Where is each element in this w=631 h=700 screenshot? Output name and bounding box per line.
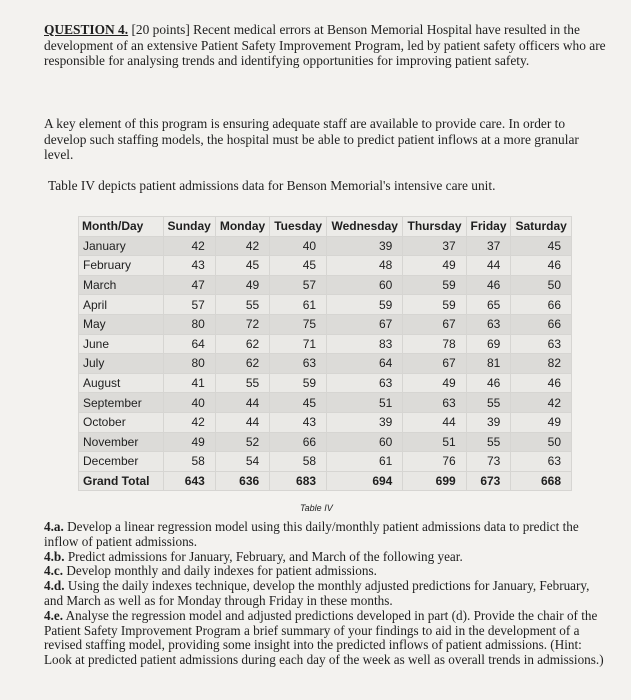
table-body (79, 236, 572, 491)
table-cell: 37 (403, 236, 466, 256)
table-cell: 46 (511, 373, 572, 393)
task-label: 4.c. (44, 563, 64, 579)
table-cell: 62 (215, 334, 269, 354)
table-cell: 83 (327, 334, 403, 354)
table-cell: 57 (163, 295, 215, 315)
table-cell: 57 (270, 275, 327, 295)
table-caption: Table IV (300, 503, 333, 513)
table-cell: 45 (215, 256, 269, 276)
row-label: June (79, 334, 164, 354)
table-cell: 50 (511, 432, 572, 452)
table-cell: 59 (403, 275, 466, 295)
question-label: QUESTION 4. (44, 22, 129, 37)
table-cell: 47 (163, 275, 215, 295)
table-cell: 45 (270, 393, 327, 413)
table-cell: 45 (270, 256, 327, 276)
table-cell: 40 (163, 393, 215, 413)
row-label: January (79, 236, 164, 256)
table-cell: 46 (466, 275, 511, 295)
table-cell: 44 (466, 256, 511, 276)
table-cell: 67 (403, 314, 466, 334)
column-header: Wednesday (327, 217, 403, 237)
admissions-table (78, 216, 572, 491)
table-cell: 67 (403, 354, 466, 374)
total-cell: 643 (163, 471, 215, 491)
table-cell: 63 (327, 373, 403, 393)
table-row (79, 452, 572, 472)
column-header: Saturday (511, 217, 572, 237)
table-row (79, 256, 572, 276)
row-label: August (79, 373, 164, 393)
task-item (44, 579, 610, 609)
table-cell: 69 (466, 334, 511, 354)
task-list (44, 520, 610, 668)
table-cell: 55 (215, 295, 269, 315)
total-label: Grand Total (79, 471, 164, 491)
table-cell: 66 (270, 432, 327, 452)
column-header: Tuesday (270, 217, 327, 237)
task-item (44, 520, 610, 550)
table-cell: 37 (466, 236, 511, 256)
table-cell: 62 (215, 354, 269, 374)
table-cell: 40 (270, 236, 327, 256)
column-header: Sunday (163, 217, 215, 237)
table-cell: 73 (466, 452, 511, 472)
table-cell: 49 (511, 412, 572, 432)
table-cell: 67 (327, 314, 403, 334)
table-cell: 75 (270, 314, 327, 334)
row-label: October (79, 412, 164, 432)
table-cell: 55 (466, 432, 511, 452)
table-cell: 65 (466, 295, 511, 315)
table-row (79, 334, 572, 354)
table-cell: 49 (215, 275, 269, 295)
table-cell: 66 (511, 295, 572, 315)
table-cell: 59 (403, 295, 466, 315)
task-text: Predict admissions for January, February, and March of the following year. (64, 548, 463, 564)
table-cell: 58 (270, 452, 327, 472)
table-cell: 58 (163, 452, 215, 472)
table-cell: 63 (403, 393, 466, 413)
table-cell: 39 (466, 412, 511, 432)
task-label: 4.d. (44, 578, 65, 594)
table-cell: 42 (511, 393, 572, 413)
table-cell: 50 (511, 275, 572, 295)
table-cell: 80 (163, 314, 215, 334)
task-text: Analyse the regression model and adjusted predictions developed in part (d). Provide the chair of the Patient Safety Improvement Program a brief summary of your findings to aid in the development of a revised staffing model, providing some insight into the predicted inflows of patient admissions. (Hint: Look at predicted patient admissions during each day of the week as well as overall trends in admissions.) (44, 607, 604, 668)
total-cell: 694 (327, 471, 403, 491)
table-cell: 63 (466, 314, 511, 334)
admissions-table-wrapper (78, 216, 572, 491)
table-header-row (79, 217, 572, 237)
table-cell: 42 (163, 236, 215, 256)
table-cell: 59 (327, 295, 403, 315)
table-cell: 49 (163, 432, 215, 452)
table-cell: 76 (403, 452, 466, 472)
table-cell: 64 (163, 334, 215, 354)
table-cell: 49 (403, 373, 466, 393)
table-cell: 54 (215, 452, 269, 472)
total-cell: 636 (215, 471, 269, 491)
table-cell: 71 (270, 334, 327, 354)
row-label: April (79, 295, 164, 315)
row-label: May (79, 314, 164, 334)
table-cell: 52 (215, 432, 269, 452)
table-cell: 43 (270, 412, 327, 432)
column-header: Month/Day (79, 217, 164, 237)
column-header: Monday (215, 217, 269, 237)
table-cell: 82 (511, 354, 572, 374)
table-cell: 41 (163, 373, 215, 393)
row-label: September (79, 393, 164, 413)
table-cell: 46 (466, 373, 511, 393)
staffing-paragraph: A key element of this program is ensuring adequate staff are available to provide care. In order to develop such staffing models, the hospital must be able to predict patient inflows at a more granular level. (44, 116, 579, 162)
table-intro-paragraph: Table IV depicts patient admissions data for Benson Memorial's intensive care unit. (48, 178, 496, 193)
table-cell: 42 (163, 412, 215, 432)
task-label: 4.a. (44, 519, 64, 534)
table-cell: 78 (403, 334, 466, 354)
table-row (79, 412, 572, 432)
table-cell: 55 (466, 393, 511, 413)
row-label: December (79, 452, 164, 472)
table-cell: 39 (327, 412, 403, 432)
table-cell: 60 (327, 275, 403, 295)
table-cell: 43 (163, 256, 215, 276)
table-cell: 66 (511, 314, 572, 334)
table-cell: 51 (403, 432, 466, 452)
row-label: February (79, 256, 164, 276)
table-cell: 55 (215, 373, 269, 393)
table-cell: 46 (511, 256, 572, 276)
table-cell: 44 (215, 412, 269, 432)
row-label: November (79, 432, 164, 452)
total-cell: 683 (270, 471, 327, 491)
table-cell: 45 (511, 236, 572, 256)
task-item (44, 550, 610, 565)
table-row (79, 314, 572, 334)
column-header: Friday (466, 217, 511, 237)
table-cell: 61 (327, 452, 403, 472)
table-row (79, 393, 572, 413)
task-text: Using the daily indexes technique, develop the monthly adjusted predictions for January, February, and March as well as for Monday through Friday in these months. (44, 578, 590, 608)
task-label: 4.b. (44, 548, 65, 564)
table-row (79, 373, 572, 393)
column-header: Thursday (403, 217, 466, 237)
table-cell: 60 (327, 432, 403, 452)
total-cell: 699 (403, 471, 466, 491)
table-cell: 64 (327, 354, 403, 374)
table-cell: 44 (215, 393, 269, 413)
table-cell: 51 (327, 393, 403, 413)
total-cell: 673 (466, 471, 511, 491)
table-cell: 72 (215, 314, 269, 334)
table-cell: 63 (511, 452, 572, 472)
question-text: [20 points] Recent medical errors at Benson Memorial Hospital have resulted in the development of an extensive Patient Safety Improvement Program, led by patient safety officers who are responsible for analysing trends and identifying opportunities for improving patient safety. (44, 22, 606, 68)
task-item (44, 609, 610, 668)
table-cell: 81 (466, 354, 511, 374)
row-label: March (79, 275, 164, 295)
table-cell: 42 (215, 236, 269, 256)
task-label: 4.e. (44, 607, 64, 623)
row-label: July (79, 354, 164, 374)
table-cell: 63 (511, 334, 572, 354)
question-paragraph (44, 22, 610, 69)
table-cell: 39 (327, 236, 403, 256)
table-cell: 80 (163, 354, 215, 374)
task-text: Develop a linear regression model using this daily/monthly patient admissions data to predict the inflow of patient admissions. (44, 519, 579, 549)
grand-total-row (79, 471, 572, 491)
table-cell: 59 (270, 373, 327, 393)
table-cell: 61 (270, 295, 327, 315)
table-row (79, 432, 572, 452)
table-cell: 44 (403, 412, 466, 432)
task-item (44, 564, 610, 579)
table-row (79, 275, 572, 295)
task-text: Develop monthly and daily indexes for patient admissions. (63, 563, 377, 579)
table-cell: 49 (403, 256, 466, 276)
table-row (79, 354, 572, 374)
table-cell: 48 (327, 256, 403, 276)
table-row (79, 295, 572, 315)
table-cell: 63 (270, 354, 327, 374)
table-row (79, 236, 572, 256)
total-cell: 668 (511, 471, 572, 491)
